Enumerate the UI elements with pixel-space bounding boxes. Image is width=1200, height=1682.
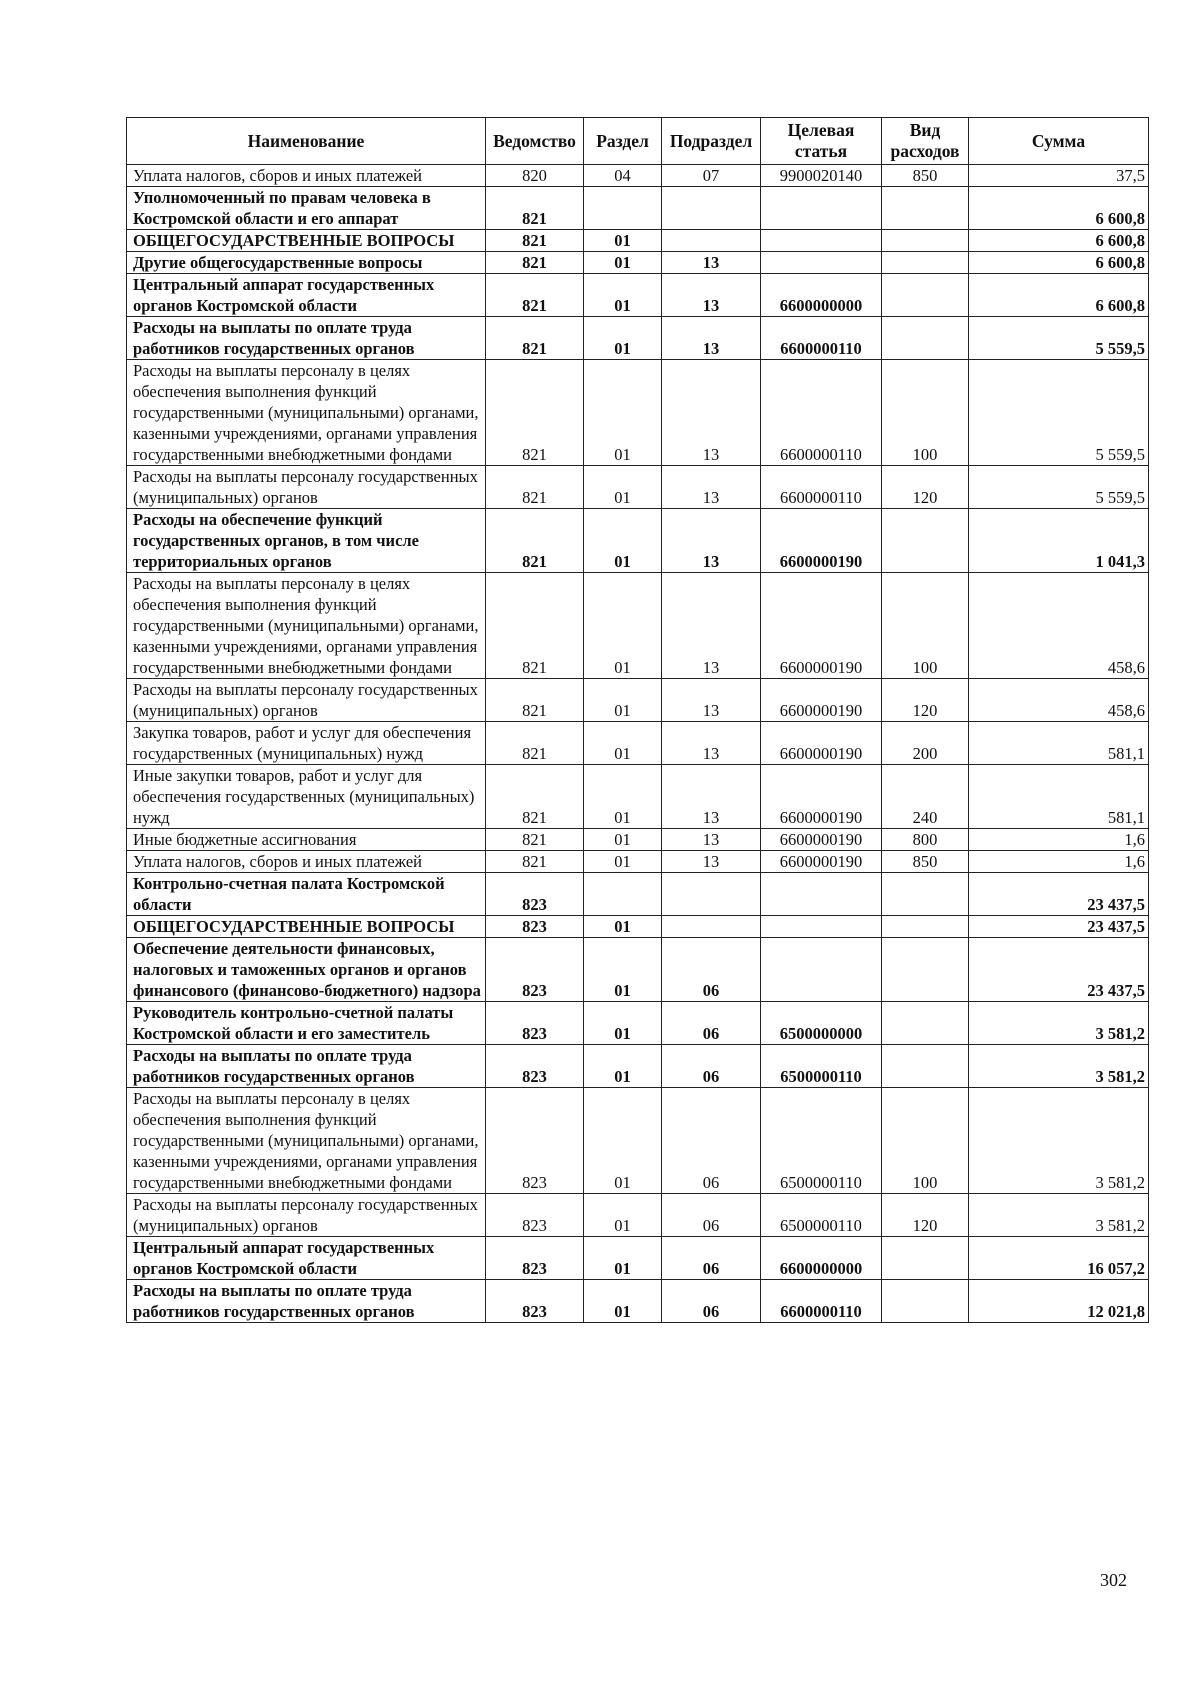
cell-summa: 3 581,2 <box>969 1045 1149 1088</box>
table-header <box>127 118 1149 165</box>
cell-vid-raskhodov: 200 <box>882 722 969 765</box>
cell-summa: 3 581,2 <box>969 1194 1149 1237</box>
cell-summa: 23 437,5 <box>969 916 1149 938</box>
cell-podrazdel <box>662 916 761 938</box>
cell-vid-raskhodov: 850 <box>882 165 969 187</box>
cell-podrazdel: 13 <box>662 466 761 509</box>
cell-celevaya-statya: 6600000110 <box>761 1280 882 1323</box>
cell-vid-raskhodov <box>882 187 969 230</box>
cell-celevaya-statya: 6600000190 <box>761 679 882 722</box>
cell-summa: 3 581,2 <box>969 1088 1149 1194</box>
table-row <box>127 230 1149 252</box>
table-body <box>127 165 1149 1323</box>
cell-name: Расходы на выплаты по оплате труда работников государственных органов <box>127 1280 486 1323</box>
cell-vid-raskhodov <box>882 873 969 916</box>
cell-vedomstvo: 823 <box>486 1237 584 1280</box>
table-row <box>127 1237 1149 1280</box>
cell-podrazdel: 13 <box>662 573 761 679</box>
table-row <box>127 851 1149 873</box>
cell-celevaya-statya: 6500000110 <box>761 1088 882 1194</box>
cell-razdel: 01 <box>584 360 662 466</box>
cell-vedomstvo: 823 <box>486 916 584 938</box>
cell-celevaya-statya <box>761 916 882 938</box>
table-row <box>127 1045 1149 1088</box>
table-row <box>127 252 1149 274</box>
cell-vid-raskhodov: 850 <box>882 851 969 873</box>
cell-podrazdel: 06 <box>662 1002 761 1045</box>
table-row <box>127 873 1149 916</box>
cell-celevaya-statya: 6600000110 <box>761 317 882 360</box>
cell-vid-raskhodov: 120 <box>882 1194 969 1237</box>
cell-podrazdel: 13 <box>662 360 761 466</box>
cell-podrazdel <box>662 187 761 230</box>
cell-vedomstvo: 823 <box>486 1002 584 1045</box>
cell-vid-raskhodov <box>882 1280 969 1323</box>
cell-vid-raskhodov <box>882 317 969 360</box>
cell-vid-raskhodov: 100 <box>882 573 969 679</box>
cell-podrazdel: 06 <box>662 1045 761 1088</box>
cell-vedomstvo: 821 <box>486 573 584 679</box>
table-row <box>127 1194 1149 1237</box>
cell-razdel: 01 <box>584 573 662 679</box>
table-row <box>127 466 1149 509</box>
header-celevaya-statya: Целевая статья <box>761 118 882 165</box>
cell-name: Иные закупки товаров, работ и услуг для обеспечения государственных (муниципальных) нужд <box>127 765 486 829</box>
cell-podrazdel: 06 <box>662 938 761 1002</box>
cell-razdel: 01 <box>584 252 662 274</box>
header-razdel: Раздел <box>584 118 662 165</box>
cell-razdel <box>584 873 662 916</box>
table-row <box>127 573 1149 679</box>
table-row <box>127 165 1149 187</box>
cell-celevaya-statya: 6500000000 <box>761 1002 882 1045</box>
cell-summa: 6 600,8 <box>969 274 1149 317</box>
cell-vid-raskhodov <box>882 274 969 317</box>
cell-podrazdel: 06 <box>662 1194 761 1237</box>
cell-razdel: 01 <box>584 274 662 317</box>
cell-name: Контрольно-счетная палата Костромской области <box>127 873 486 916</box>
table-row <box>127 916 1149 938</box>
header-row <box>127 118 1149 165</box>
cell-vedomstvo: 823 <box>486 1045 584 1088</box>
cell-summa: 458,6 <box>969 573 1149 679</box>
cell-celevaya-statya: 6600000190 <box>761 573 882 679</box>
cell-razdel: 01 <box>584 679 662 722</box>
table-row <box>127 722 1149 765</box>
cell-razdel: 01 <box>584 938 662 1002</box>
cell-summa: 581,1 <box>969 765 1149 829</box>
cell-razdel: 01 <box>584 466 662 509</box>
cell-summa: 6 600,8 <box>969 187 1149 230</box>
table-row <box>127 679 1149 722</box>
cell-summa: 458,6 <box>969 679 1149 722</box>
page-number: 302 <box>1100 1570 1127 1590</box>
cell-vedomstvo: 821 <box>486 317 584 360</box>
cell-name: Расходы на обеспечение функций государственных органов, в том числе территориальных органов <box>127 509 486 573</box>
cell-razdel: 01 <box>584 1088 662 1194</box>
cell-name: Обеспечение деятельности финансовых, налоговых и таможенных органов и органов финансового (финансово-бюджетного) надзора <box>127 938 486 1002</box>
cell-podrazdel: 13 <box>662 509 761 573</box>
cell-podrazdel: 13 <box>662 252 761 274</box>
table-row <box>127 509 1149 573</box>
cell-razdel: 01 <box>584 230 662 252</box>
cell-vid-raskhodov <box>882 1002 969 1045</box>
cell-vid-raskhodov <box>882 916 969 938</box>
cell-summa: 23 437,5 <box>969 873 1149 916</box>
cell-vid-raskhodov: 100 <box>882 360 969 466</box>
cell-podrazdel: 13 <box>662 829 761 851</box>
cell-vedomstvo: 821 <box>486 765 584 829</box>
cell-celevaya-statya: 6600000190 <box>761 509 882 573</box>
cell-razdel: 01 <box>584 317 662 360</box>
cell-vid-raskhodov <box>882 1045 969 1088</box>
cell-name: Расходы на выплаты персоналу в целях обеспечения выполнения функций государственными (муниципальными) органами, казенными учреждениями, органами управления государственными внебюджетными фондами <box>127 1088 486 1194</box>
cell-razdel: 01 <box>584 851 662 873</box>
cell-celevaya-statya <box>761 252 882 274</box>
cell-name: Уплата налогов, сборов и иных платежей <box>127 851 486 873</box>
cell-summa: 6 600,8 <box>969 252 1149 274</box>
cell-celevaya-statya <box>761 187 882 230</box>
cell-podrazdel: 06 <box>662 1280 761 1323</box>
cell-celevaya-statya: 6600000190 <box>761 829 882 851</box>
cell-celevaya-statya: 6600000110 <box>761 360 882 466</box>
table-row <box>127 360 1149 466</box>
cell-celevaya-statya: 6600000000 <box>761 1237 882 1280</box>
header-vedomstvo: Ведомство <box>486 118 584 165</box>
cell-vedomstvo: 821 <box>486 230 584 252</box>
cell-summa: 1 041,3 <box>969 509 1149 573</box>
cell-razdel: 01 <box>584 1002 662 1045</box>
cell-vedomstvo: 821 <box>486 851 584 873</box>
cell-name: Расходы на выплаты по оплате труда работников государственных органов <box>127 317 486 360</box>
cell-name: Расходы на выплаты персоналу государственных (муниципальных) органов <box>127 679 486 722</box>
cell-vid-raskhodov: 100 <box>882 1088 969 1194</box>
cell-podrazdel: 13 <box>662 679 761 722</box>
table-row <box>127 938 1149 1002</box>
cell-summa: 5 559,5 <box>969 360 1149 466</box>
cell-name: Центральный аппарат государственных органов Костромской области <box>127 274 486 317</box>
cell-name: Расходы на выплаты персоналу в целях обеспечения выполнения функций государственными (муниципальными) органами, казенными учреждениями, органами управления государственными внебюджетными фондами <box>127 573 486 679</box>
cell-name: Расходы на выплаты персоналу государственных (муниципальных) органов <box>127 1194 486 1237</box>
cell-celevaya-statya: 6600000110 <box>761 466 882 509</box>
cell-celevaya-statya: 6600000190 <box>761 765 882 829</box>
cell-vedomstvo: 821 <box>486 679 584 722</box>
table-row <box>127 317 1149 360</box>
cell-name: ОБЩЕГОСУДАРСТВЕННЫЕ ВОПРОСЫ <box>127 916 486 938</box>
cell-vedomstvo: 823 <box>486 938 584 1002</box>
cell-vedomstvo: 821 <box>486 252 584 274</box>
cell-name: Расходы на выплаты персоналу государственных (муниципальных) органов <box>127 466 486 509</box>
header-summa: Сумма <box>969 118 1149 165</box>
cell-celevaya-statya: 6600000190 <box>761 851 882 873</box>
header-name: Наименование <box>127 118 486 165</box>
cell-name: Расходы на выплаты по оплате труда работников государственных органов <box>127 1045 486 1088</box>
cell-name: Уполномоченный по правам человека в Костромской области и его аппарат <box>127 187 486 230</box>
cell-podrazdel: 06 <box>662 1088 761 1194</box>
cell-podrazdel: 13 <box>662 722 761 765</box>
cell-vid-raskhodov <box>882 1237 969 1280</box>
cell-razdel: 01 <box>584 509 662 573</box>
cell-razdel: 01 <box>584 829 662 851</box>
cell-name: Уплата налогов, сборов и иных платежей <box>127 165 486 187</box>
cell-podrazdel: 13 <box>662 765 761 829</box>
cell-vedomstvo: 821 <box>486 509 584 573</box>
cell-celevaya-statya <box>761 938 882 1002</box>
cell-vid-raskhodov <box>882 938 969 1002</box>
cell-razdel: 01 <box>584 765 662 829</box>
cell-celevaya-statya: 6500000110 <box>761 1045 882 1088</box>
table-row <box>127 1002 1149 1045</box>
table-row <box>127 829 1149 851</box>
cell-vid-raskhodov: 120 <box>882 466 969 509</box>
cell-name: Закупка товаров, работ и услуг для обеспечения государственных (муниципальных) нужд <box>127 722 486 765</box>
cell-name: Расходы на выплаты персоналу в целях обеспечения выполнения функций государственными (муниципальными) органами, казенными учреждениями, органами управления государственными внебюджетными фондами <box>127 360 486 466</box>
cell-razdel: 01 <box>584 1237 662 1280</box>
budget-table <box>126 117 1149 1323</box>
cell-razdel <box>584 187 662 230</box>
cell-vedomstvo: 823 <box>486 1088 584 1194</box>
cell-vedomstvo: 821 <box>486 360 584 466</box>
cell-celevaya-statya <box>761 873 882 916</box>
table-row <box>127 274 1149 317</box>
cell-vedomstvo: 823 <box>486 1194 584 1237</box>
cell-razdel: 01 <box>584 1280 662 1323</box>
cell-summa: 3 581,2 <box>969 1002 1149 1045</box>
cell-name: Иные бюджетные ассигнования <box>127 829 486 851</box>
cell-vedomstvo: 823 <box>486 873 584 916</box>
table-row <box>127 765 1149 829</box>
cell-name: ОБЩЕГОСУДАРСТВЕННЫЕ ВОПРОСЫ <box>127 230 486 252</box>
cell-razdel: 01 <box>584 1045 662 1088</box>
cell-razdel: 01 <box>584 722 662 765</box>
cell-vedomstvo: 821 <box>486 466 584 509</box>
cell-podrazdel: 07 <box>662 165 761 187</box>
cell-podrazdel: 13 <box>662 317 761 360</box>
cell-celevaya-statya: 6600000190 <box>761 722 882 765</box>
cell-summa: 5 559,5 <box>969 317 1149 360</box>
cell-podrazdel <box>662 230 761 252</box>
cell-celevaya-statya: 6500000110 <box>761 1194 882 1237</box>
cell-vedomstvo: 821 <box>486 187 584 230</box>
cell-summa: 37,5 <box>969 165 1149 187</box>
cell-vid-raskhodov <box>882 252 969 274</box>
cell-name: Руководитель контрольно-счетной палаты Костромской области и его заместитель <box>127 1002 486 1045</box>
cell-vid-raskhodov: 240 <box>882 765 969 829</box>
cell-summa: 1,6 <box>969 829 1149 851</box>
cell-podrazdel: 06 <box>662 1237 761 1280</box>
cell-razdel: 01 <box>584 916 662 938</box>
cell-vedomstvo: 821 <box>486 274 584 317</box>
cell-summa: 12 021,8 <box>969 1280 1149 1323</box>
cell-summa: 23 437,5 <box>969 938 1149 1002</box>
cell-vid-raskhodov: 120 <box>882 679 969 722</box>
cell-podrazdel: 13 <box>662 274 761 317</box>
table-row <box>127 1088 1149 1194</box>
cell-vedomstvo: 821 <box>486 829 584 851</box>
cell-vedomstvo: 823 <box>486 1280 584 1323</box>
cell-celevaya-statya: 9900020140 <box>761 165 882 187</box>
cell-podrazdel: 13 <box>662 851 761 873</box>
cell-summa: 16 057,2 <box>969 1237 1149 1280</box>
cell-summa: 581,1 <box>969 722 1149 765</box>
cell-vid-raskhodov <box>882 230 969 252</box>
cell-summa: 5 559,5 <box>969 466 1149 509</box>
cell-vid-raskhodov <box>882 509 969 573</box>
cell-vid-raskhodov: 800 <box>882 829 969 851</box>
cell-name: Центральный аппарат государственных органов Костромской области <box>127 1237 486 1280</box>
cell-celevaya-statya: 6600000000 <box>761 274 882 317</box>
table-row <box>127 1280 1149 1323</box>
cell-razdel: 04 <box>584 165 662 187</box>
table-row <box>127 187 1149 230</box>
header-vid-raskhodov: Вид расходов <box>882 118 969 165</box>
cell-vedomstvo: 821 <box>486 722 584 765</box>
cell-podrazdel <box>662 873 761 916</box>
cell-razdel: 01 <box>584 1194 662 1237</box>
cell-summa: 6 600,8 <box>969 230 1149 252</box>
cell-summa: 1,6 <box>969 851 1149 873</box>
header-podrazdel: Подраздел <box>662 118 761 165</box>
cell-vedomstvo: 820 <box>486 165 584 187</box>
cell-celevaya-statya <box>761 230 882 252</box>
cell-name: Другие общегосударственные вопросы <box>127 252 486 274</box>
